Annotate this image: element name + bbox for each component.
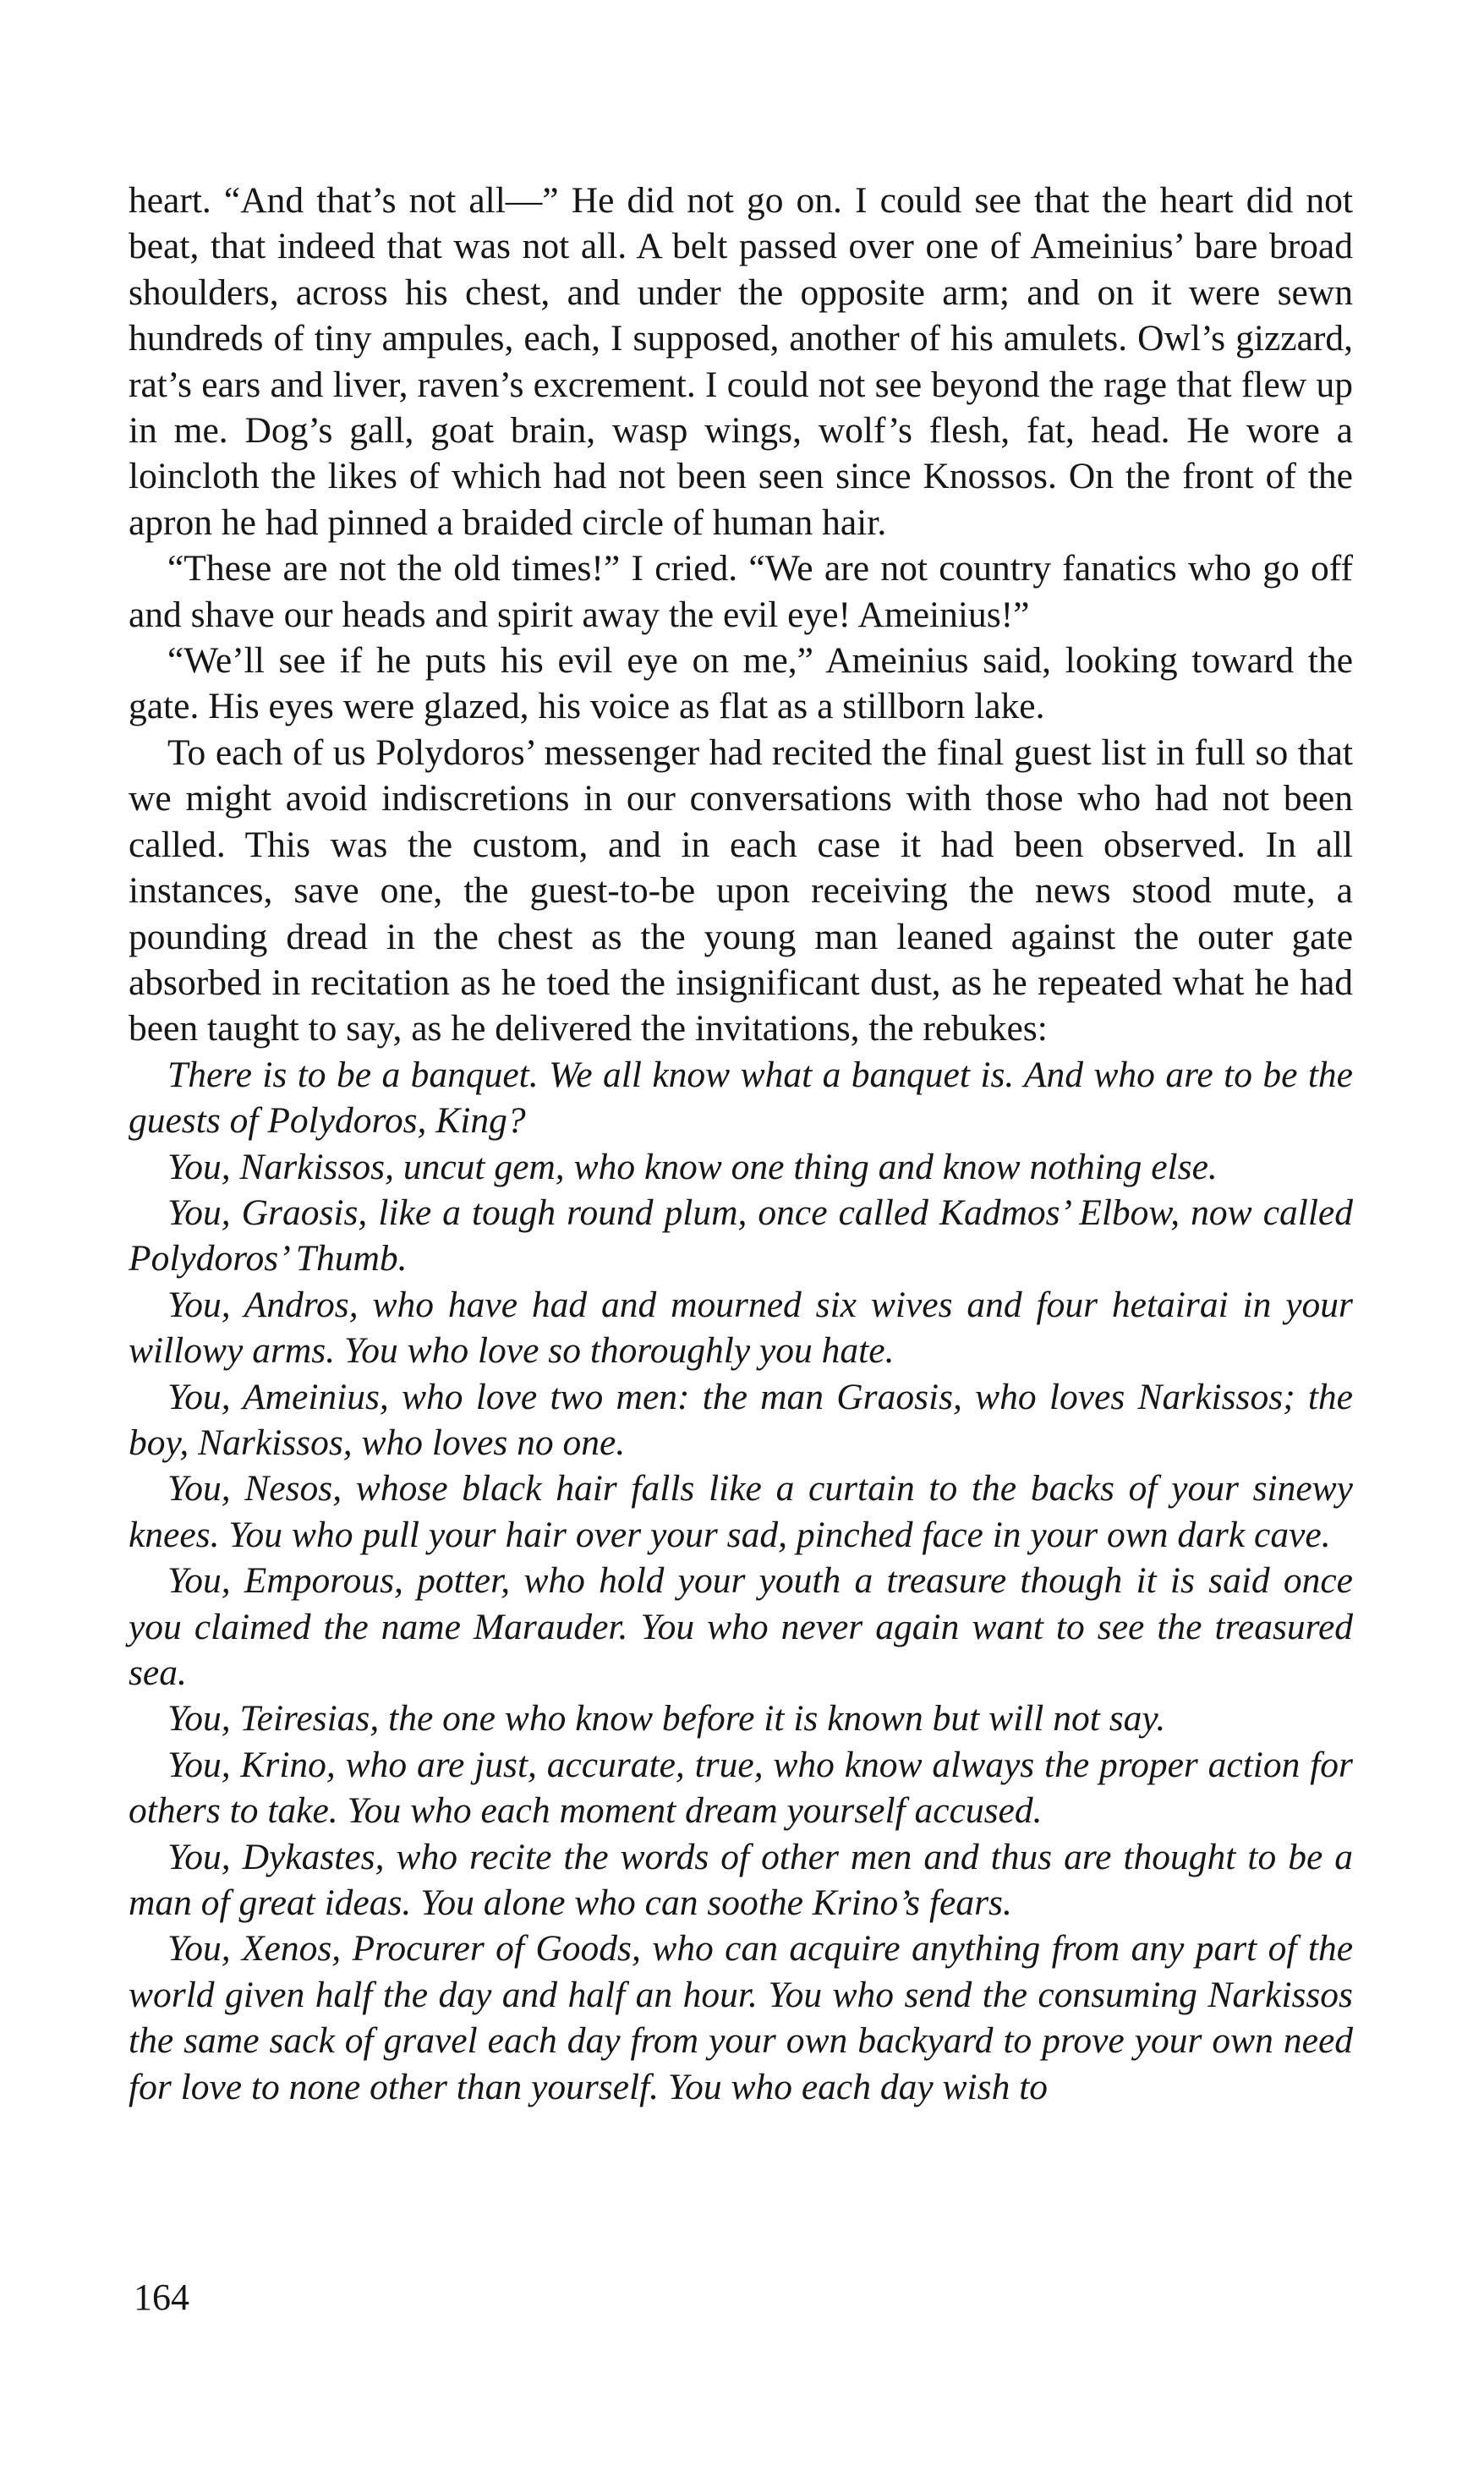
guest-graosis: You, Graosis, like a tough round plum, once called Kadmos’ Elbow, now called Polydoros’ Thumb.	[129, 1192, 1353, 1279]
paragraph-4: To each of us Polydoros’ messenger had recited the final guest list in full so that we might avoid indiscretions in our conversations with those who had not been called. This was the custom, and in each case it had been observed. In all instances, save one, the guest-to-be upon receiving the news stood mute, a pounding dread in the chest as the young man leaned against the outer gate absorbed in recitation as he toed the insignificant dust, as he repeated what he had been taught to say, as he delivered the invitations, the rebukes:	[129, 731, 1353, 1049]
guest-list-intro: There is to be a banquet. We all know what a banquet is. And who are to be the guests of Polydoros, King?	[129, 1054, 1353, 1142]
body-text	[129, 178, 1353, 2110]
guest-krino: You, Krino, who are just, accurate, true, who know always the proper action for others to take. You who each moment dream yourself accused.	[129, 1744, 1353, 1832]
guest-ameinius: You, Ameinius, who love two men: the man Graosis, who loves Narkissos; the boy, Narkissos, who loves no one.	[129, 1376, 1353, 1463]
paragraph-2: “These are not the old times!” I cried. “We are not country fanatics who go off and shave our heads and spirit away the evil eye! Ameinius!”	[129, 548, 1353, 635]
guest-list	[129, 1052, 1353, 2110]
guest-nesos: You, Nesos, whose black hair falls like a curtain to the backs of your sinewy knees. You who pull your hair over your sad, pinched face in your own dark cave.	[129, 1468, 1353, 1555]
guest-dykastes: You, Dykastes, who recite the words of other men and thus are thought to be a man of great ideas. You alone who can soothe Krino’s fears.	[129, 1836, 1353, 1924]
guest-xenos: You, Xenos, Procurer of Goods, who can acquire anything from any part of the world given half the day and half an hour. You who send the consuming Narkissos the same sack of gravel each day from your own backyard to prove your own need for love to none other than yourself. You who each day wish to	[129, 1928, 1353, 2107]
page-number: 164	[134, 2277, 189, 2318]
paragraph-3: “We’ll see if he puts his evil eye on me,” Ameinius said, looking toward the gate. His eyes were glazed, his voice as flat as a stillborn lake.	[129, 640, 1353, 727]
guest-andros: You, Andros, who have had and mourned six wives and four hetairai in your willowy arms. You who love so thoroughly you hate.	[129, 1284, 1353, 1372]
guest-emporous: You, Emporous, potter, who hold your youth a treasure though it is said once you claimed the name Marauder. You who never again want to see the treasured sea.	[129, 1560, 1353, 1693]
guest-teiresias: You, Teiresias, the one who know before it is known but will not say.	[167, 1698, 1166, 1740]
paragraph-1: heart. “And that’s not all—” He did not go on. I could see that the heart did not beat, that indeed that was not all. A belt passed over one of Ameinius’ bare broad shoulders, across his chest, and under the opposite arm; and on it were sewn hundreds of tiny ampules, each, I supposed, another of his amulets. Owl’s gizzard, rat’s ears and liver, raven’s excrement. I could not see beyond the rage that flew up in me. Dog’s gall, goat brain, wasp wings, wolf’s flesh, fat, head. He wore a loincloth the likes of which had not been seen since Knossos. On the front of the apron he had pinned a braided circle of human hair.	[129, 180, 1353, 543]
guest-narkissos: You, Narkissos, uncut gem, who know one thing and know nothing else.	[167, 1146, 1218, 1187]
